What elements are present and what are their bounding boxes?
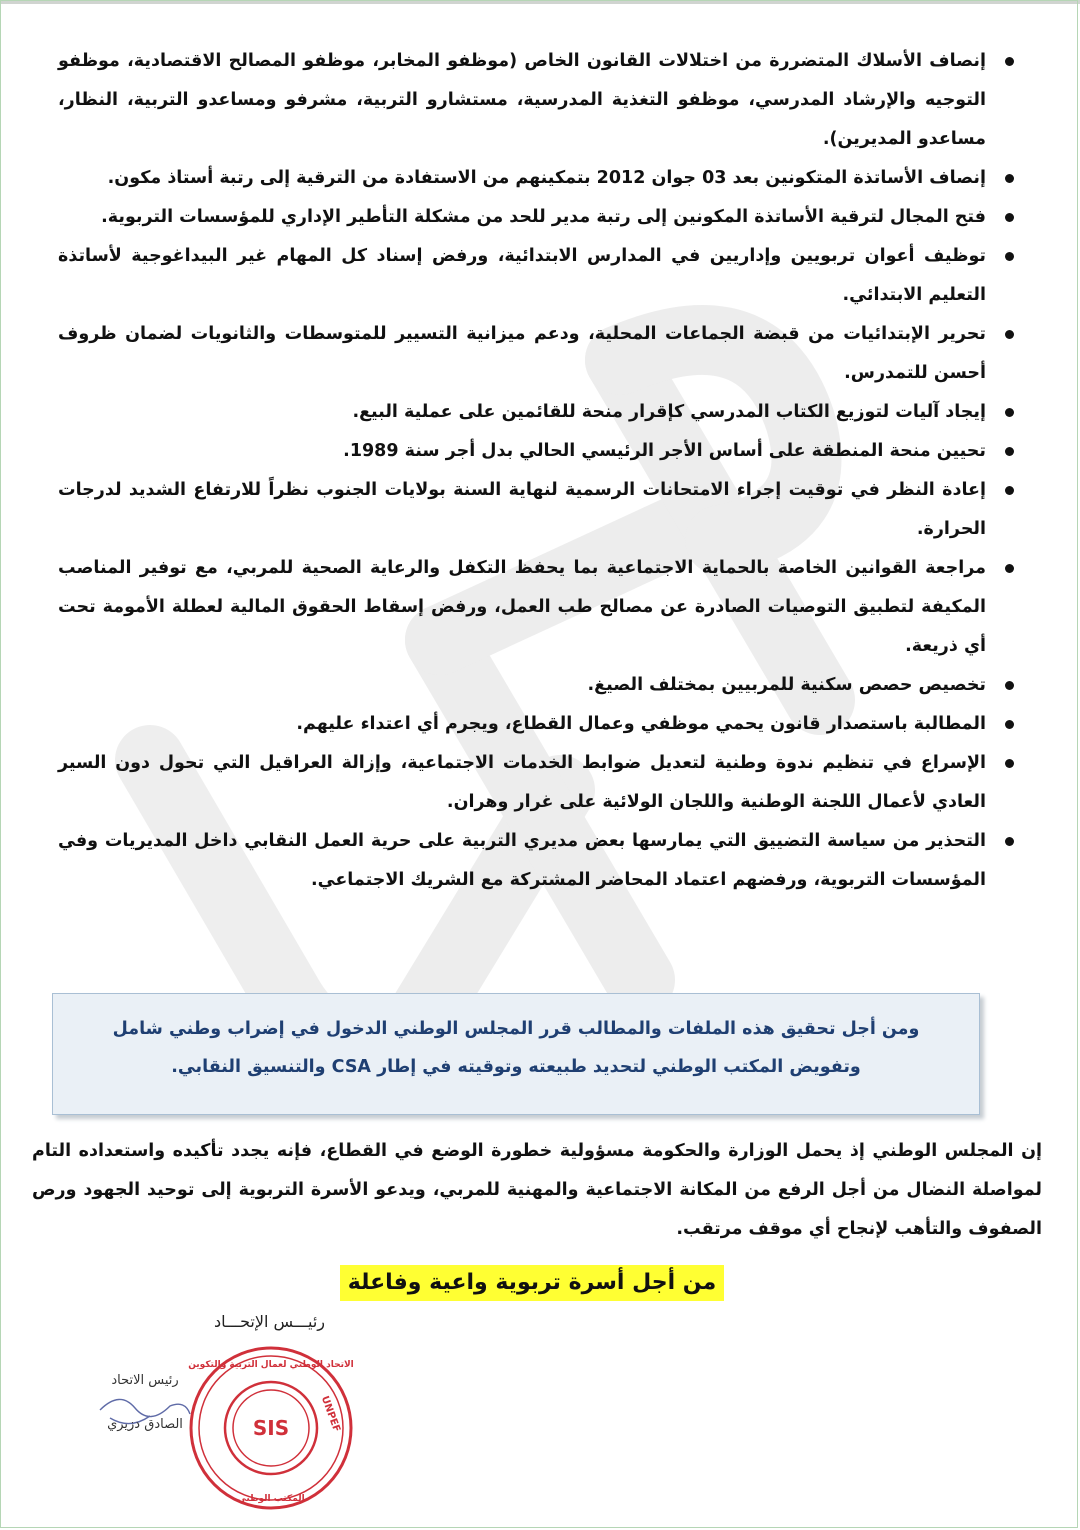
list-item-text: فتح المجال لترقية الأساتذة المكونين إلى رتبة مدير للحد من مشكلة التأطير الإداري للمؤسسات التربوية. [101, 207, 986, 227]
bullet-icon [1005, 447, 1014, 456]
list-item [58, 315, 1018, 393]
bullet-icon [1005, 408, 1014, 417]
list-item [58, 393, 1018, 432]
bullet-icon [1005, 213, 1014, 222]
list-item-text: إعادة النظر في توقيت إجراء الامتحانات الرسمية لنهاية السنة بولايات الجنوب نظراً للارتفاع الشديد لدرجات الحرارة. [58, 480, 986, 539]
list-item [58, 159, 1018, 198]
bullet-icon [1005, 681, 1014, 690]
signature-name: الصادق دزيري [107, 1417, 183, 1432]
bullet-icon [1005, 720, 1014, 729]
svg-text:الاتحاد الوطني لعمال التربية و: الاتحاد الوطني لعمال التربية والتكوين [188, 1360, 354, 1370]
bullet-icon [1005, 759, 1014, 768]
list-item [58, 42, 1018, 159]
callout-line-2: وتفويض المكتب الوطني لتحديد طبيعته وتوقيته في إطار CSA والتنسيق النقابي. [171, 1057, 861, 1077]
list-item [58, 666, 1018, 705]
list-item-text: المطالبة باستصدار قانون يحمي موظفي وعمال القطاع، ويجرم أي اعتداء عليهم. [296, 714, 986, 734]
list-item [58, 744, 1018, 822]
bullet-icon [1005, 330, 1014, 339]
list-item-text: تحرير الإبتدائيات من قبضة الجماعات المحلية، ودعم ميزانية التسيير للمتوسطات والثانويات لضمان ظروف أحسن للتمدرس. [58, 324, 986, 383]
bullet-icon [1005, 252, 1014, 261]
strike-callout [52, 993, 980, 1115]
callout-line-1: ومن أجل تحقيق هذه الملفات والمطالب قرر المجلس الوطني الدخول في إضراب وطني شامل [112, 1019, 920, 1039]
demands-list [58, 42, 1018, 900]
slogan-banner: من أجل أسرة تربوية واعية وفاعلة [340, 1265, 724, 1301]
list-item-text: التحذير من سياسة التضييق التي يمارسها بعض مديري التربية على حرية العمل النقابي داخل المديريات وفي المؤسسات التربوية، ورفضهم اعتماد المحاضر المشتركة مع الشريك الاجتماعي. [58, 831, 986, 890]
list-item-text: إيجاد آليات لتوزيع الكتاب المدرسي كإقرار منحة للقائمين على عملية البيع. [352, 402, 986, 422]
list-item [58, 198, 1018, 237]
list-item-text: إنصاف الأساتذة المتكونين بعد 03 جوان 2012 بتمكينهم من الاستفادة من الترقية إلى رتبة أستاذ مكون. [107, 168, 986, 188]
list-item [58, 237, 1018, 315]
signature-block [95, 1372, 195, 1434]
president-title: رئيـــس الإتحـــاد [214, 1312, 325, 1331]
svg-text:المكتب الوطني: المكتب الوطني [237, 1494, 305, 1504]
list-item [58, 549, 1018, 666]
list-item [58, 705, 1018, 744]
list-item-text: مراجعة القوانين الخاصة بالحماية الاجتماعية بما يحفظ التكفل والرعاية الصحية للمربي، مع توفير المناصب المكيفة لتطبيق التوصيات الصادرة عن مصالح طب العمل، ورفض إسقاط الحقوق المالية لعطلة الأمومة تحت أي ذريعة. [58, 558, 986, 656]
union-stamp-icon [188, 1345, 354, 1511]
bullet-icon [1005, 174, 1014, 183]
list-item-text: الإسراع في تنظيم ندوة وطنية لتعديل ضوابط الخدمات الاجتماعية، وإزالة العراقيل التي تحول دون السير العادي لأعمال اللجنة الوطنية واللجان الولائية على غرار وهران. [58, 753, 986, 812]
list-item-text: توظيف أعوان تربويين وإداريين في المدارس الابتدائية، ورفض إسناد كل المهام غير البيداغوجية لأساتذة التعليم الابتدائي. [58, 246, 986, 305]
list-item [58, 471, 1018, 549]
list-item [58, 822, 1018, 900]
bullet-icon [1005, 486, 1014, 495]
closing-paragraph: إن المجلس الوطني إذ يحمل الوزارة والحكومة مسؤولية خطورة الوضع في القطاع، فإنه يجدد تأكيده واستعداده التام لمواصلة النضال من أجل الرفع من المكانة الاجتماعية والمهنية للمربي، ويدعو الأسرة التربوية إلى توحيد الجهود ورص الصفوف والتأهب لإنجاح أي موقف مرتقب. [32, 1141, 1042, 1239]
bullet-icon [1005, 837, 1014, 846]
bullet-icon [1005, 564, 1014, 573]
signature-title: رئيس الاتحاد [111, 1373, 179, 1388]
list-item [58, 432, 1018, 471]
list-item-text: تحيين منحة المنطقة على أساس الأجر الرئيسي الحالي بدل أجر سنة 1989. [343, 441, 986, 461]
svg-text:SIS: SIS [252, 1416, 290, 1440]
list-item-text: تخصيص حصص سكنية للمربيين بمختلف الصيغ. [587, 675, 986, 695]
bullet-icon [1005, 57, 1014, 66]
svg-text:UNPEF: UNPEF [318, 1394, 342, 1434]
list-item-text: إنصاف الأسلاك المتضررة من اختلالات القانون الخاص (موظفو المخابر، موظفو المصالح الاقتصادية، موظفو التوجيه والإرشاد المدرسي، موظفو التغذية المدرسية، مستشارو التربية، مشرفو ومساعدو التربية، النظار، مساعدو المديرين). [58, 51, 986, 149]
